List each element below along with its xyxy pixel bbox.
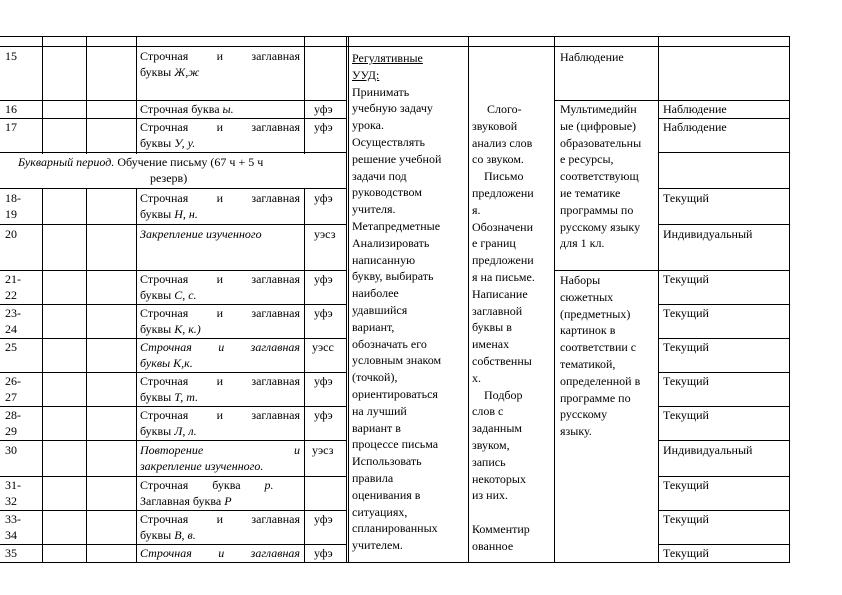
row-topic: закрепление изученного. <box>140 459 264 473</box>
regulatory-line: ориентироваться <box>352 386 438 401</box>
row-number: 25 <box>5 340 17 354</box>
regulatory-line: написанную <box>352 252 416 267</box>
regulatory-line: букву, выбирать <box>352 269 434 284</box>
activities-line: Написание <box>472 286 528 301</box>
row-number: 16 <box>5 102 17 116</box>
resources-line: программы по <box>560 202 634 217</box>
row-number: 35 <box>5 546 17 560</box>
row-topic: Строчная и заглавная <box>140 272 300 286</box>
row-number: 17 <box>5 120 17 134</box>
resources-digital <box>560 101 656 252</box>
observation-label: Наблюдение <box>560 50 624 64</box>
row-number: 15 <box>5 49 17 63</box>
row-type: уфэ <box>314 408 333 422</box>
regulatory-column <box>352 50 464 554</box>
activities-column <box>472 101 554 555</box>
activities-line <box>472 504 554 521</box>
regulatory-line: (точкой), <box>352 370 398 385</box>
row-topic: Строчная и заглавная <box>140 374 300 388</box>
resources-line: ые (цифровые) <box>560 118 637 133</box>
activities-line: анализ слов <box>472 135 533 150</box>
regulatory-line: решение учебной <box>352 151 442 166</box>
control-label: Текущий <box>663 374 709 388</box>
row-topic: Повторение и <box>140 443 300 457</box>
activities-line: Комментир <box>472 521 530 536</box>
resources-line: (предметных) <box>560 306 631 321</box>
regulatory-line: условным знаком <box>352 353 442 368</box>
regulatory-heading: Регулятивные <box>352 51 423 65</box>
activities-line: е границ <box>472 236 516 251</box>
row-number: 26- 27 <box>5 374 21 404</box>
regulatory-line: Использовать <box>352 454 422 469</box>
activities-line: предложени <box>472 253 534 268</box>
period-heading-line2: резерв) <box>150 171 188 185</box>
row-topic: буквы В, в. <box>140 528 196 542</box>
resources-line: ие тематике <box>560 185 621 200</box>
control-label: Наблюдение <box>663 120 727 134</box>
row-topic: Заглавная буква Р <box>140 494 232 508</box>
row-topic: Строчная и заглавная <box>140 546 300 560</box>
row-type: уфэ <box>314 102 333 116</box>
resources-line: определенной в <box>560 373 641 388</box>
activities-line: со звуком. <box>472 152 524 167</box>
regulatory-line: Осуществлять <box>352 134 426 149</box>
row-type: уфэ <box>314 512 333 526</box>
control-label: Текущий <box>663 272 709 286</box>
row-type: уфэ <box>314 272 333 286</box>
regulatory-line: учителем. <box>352 538 403 553</box>
regulatory-line: процессе письма <box>352 437 439 452</box>
resources-line: русскому <box>560 407 608 422</box>
control-label: Индивидуальный <box>663 443 753 457</box>
row-number: 21- 22 <box>5 272 21 302</box>
regulatory-text <box>352 84 464 554</box>
control-label: Текущий <box>663 306 709 320</box>
activities-line: Слого- <box>472 102 522 116</box>
regulatory-line: Метапредметные <box>352 218 441 233</box>
row-type: уфэ <box>314 374 333 388</box>
row-number: 20 <box>5 227 17 241</box>
resources-line: Наборы <box>560 273 601 287</box>
activities-line: Обозначени <box>472 219 533 234</box>
regulatory-heading: УУД: <box>352 67 380 82</box>
control-label: Текущий <box>663 340 709 354</box>
row-topic: Строчная буква р. <box>140 478 274 492</box>
row-number: 28- 29 <box>5 408 21 438</box>
row-type: уфэ <box>314 306 333 320</box>
activities-line: собственны <box>472 353 532 368</box>
activities-line: предложени <box>472 185 534 200</box>
row-type: уэсс <box>312 340 334 354</box>
period-heading: Букварный период. Обучение письму (67 ч + 5 ч <box>18 155 264 169</box>
regulatory-line: обозначать его <box>352 336 427 351</box>
regulatory-line: оценивания в <box>352 487 421 502</box>
row-topic: Строчная и заглавная <box>140 191 300 205</box>
regulatory-line: Принимать <box>352 84 410 99</box>
activities-line: запись <box>472 454 506 469</box>
regulatory-line: удавшийся <box>352 302 408 317</box>
regulatory-line: урока. <box>352 118 384 133</box>
regulatory-line: на лучший <box>352 403 407 418</box>
row-topic: буквы Л, л. <box>140 424 197 438</box>
control-label: Текущий <box>663 546 709 560</box>
activities-line: из них. <box>472 488 509 503</box>
regulatory-line: учебную задачу <box>352 101 433 116</box>
activities-line: Подбор <box>472 387 523 402</box>
row-type: уфэ <box>314 546 333 560</box>
regulatory-line: правила <box>352 470 394 485</box>
row-number: 30 <box>5 443 17 457</box>
regulatory-line: руководством <box>352 185 422 200</box>
activities-line: звуком, <box>472 437 510 452</box>
resources-line: для 1 кл. <box>560 236 605 251</box>
row-type: уфэ <box>314 120 333 134</box>
resources-line: языку. <box>560 424 592 439</box>
activities-line: ованное <box>472 538 514 553</box>
activities-line: я на письме. <box>472 269 535 284</box>
row-number: 23- 24 <box>5 306 21 336</box>
control-label: Индивидуальный <box>663 227 753 241</box>
row-number: 18- 19 <box>5 191 21 221</box>
resources-line: е ресурсы, <box>560 152 614 167</box>
activities-line: буквы в <box>472 320 512 335</box>
regulatory-line: ситуациях, <box>352 504 408 519</box>
row-topic: Строчная и заглавная <box>140 340 300 354</box>
control-label: Текущий <box>663 478 709 492</box>
regulatory-line: вариант в <box>352 420 401 435</box>
control-label: Наблюдение <box>663 102 727 116</box>
resources-line: русскому языку <box>560 219 641 234</box>
row-number: 31- 32 <box>5 478 21 508</box>
regulatory-line: спланированных <box>352 521 438 536</box>
regulatory-line: наиболее <box>352 286 399 301</box>
resources-line: тематикой, <box>560 356 616 371</box>
resources-line: соответствующ <box>560 169 639 184</box>
row-topic: буквы К, к.) <box>140 322 201 336</box>
row-topic: буквы Т, т. <box>140 390 199 404</box>
resources-line: соответствии с <box>560 340 637 355</box>
regulatory-line: вариант, <box>352 319 395 334</box>
row-topic: Строчная и заглавная <box>140 408 300 422</box>
row-type: уэсз <box>314 227 336 241</box>
regulatory-line: учителя. <box>352 202 396 217</box>
row-topic: буквы К,к. <box>140 356 193 370</box>
row-topic: Строчная буква ы. <box>140 102 234 116</box>
activities-line: заглавной <box>472 303 523 318</box>
control-label: Текущий <box>663 512 709 526</box>
activities-line: слов с <box>472 404 504 419</box>
row-topic: Строчная и заглавная <box>140 120 300 134</box>
row-topic: буквы С, с. <box>140 288 197 302</box>
resources-pictures <box>560 272 656 440</box>
activities-line: именах <box>472 337 510 352</box>
control-label: Текущий <box>663 408 709 422</box>
row-topic: Строчная и заглавная <box>140 512 300 526</box>
resources-line: Мультимедийн <box>560 102 637 116</box>
row-topic: буквы Ж,ж <box>140 65 200 79</box>
regulatory-line: Анализировать <box>352 235 430 250</box>
activities-line: заданным <box>472 421 522 436</box>
activities-line: я. <box>472 202 481 217</box>
row-type: уфэ <box>314 191 333 205</box>
activities-line: звуковой <box>472 118 518 133</box>
row-topic: буквы Н, н. <box>140 207 198 221</box>
row-type: уэсз <box>312 443 334 457</box>
row-topic: Строчная и заглавная <box>140 306 300 320</box>
regulatory-line: задачи под <box>352 168 407 183</box>
resources-line: картинок в <box>560 323 616 338</box>
activities-line: Письмо <box>472 169 524 184</box>
row-topic: буквы У, у. <box>140 136 196 150</box>
control-label: Текущий <box>663 191 709 205</box>
activities-line: некоторых <box>472 471 526 486</box>
row-topic: Строчная и заглавная <box>140 49 300 63</box>
row-topic: Закрепление изученного <box>140 227 262 241</box>
activities-line: х. <box>472 370 481 385</box>
resources-line: образовательны <box>560 135 642 150</box>
resources-line: сюжетных <box>560 289 614 304</box>
row-number: 33- 34 <box>5 512 21 542</box>
resources-line: программе по <box>560 390 631 405</box>
